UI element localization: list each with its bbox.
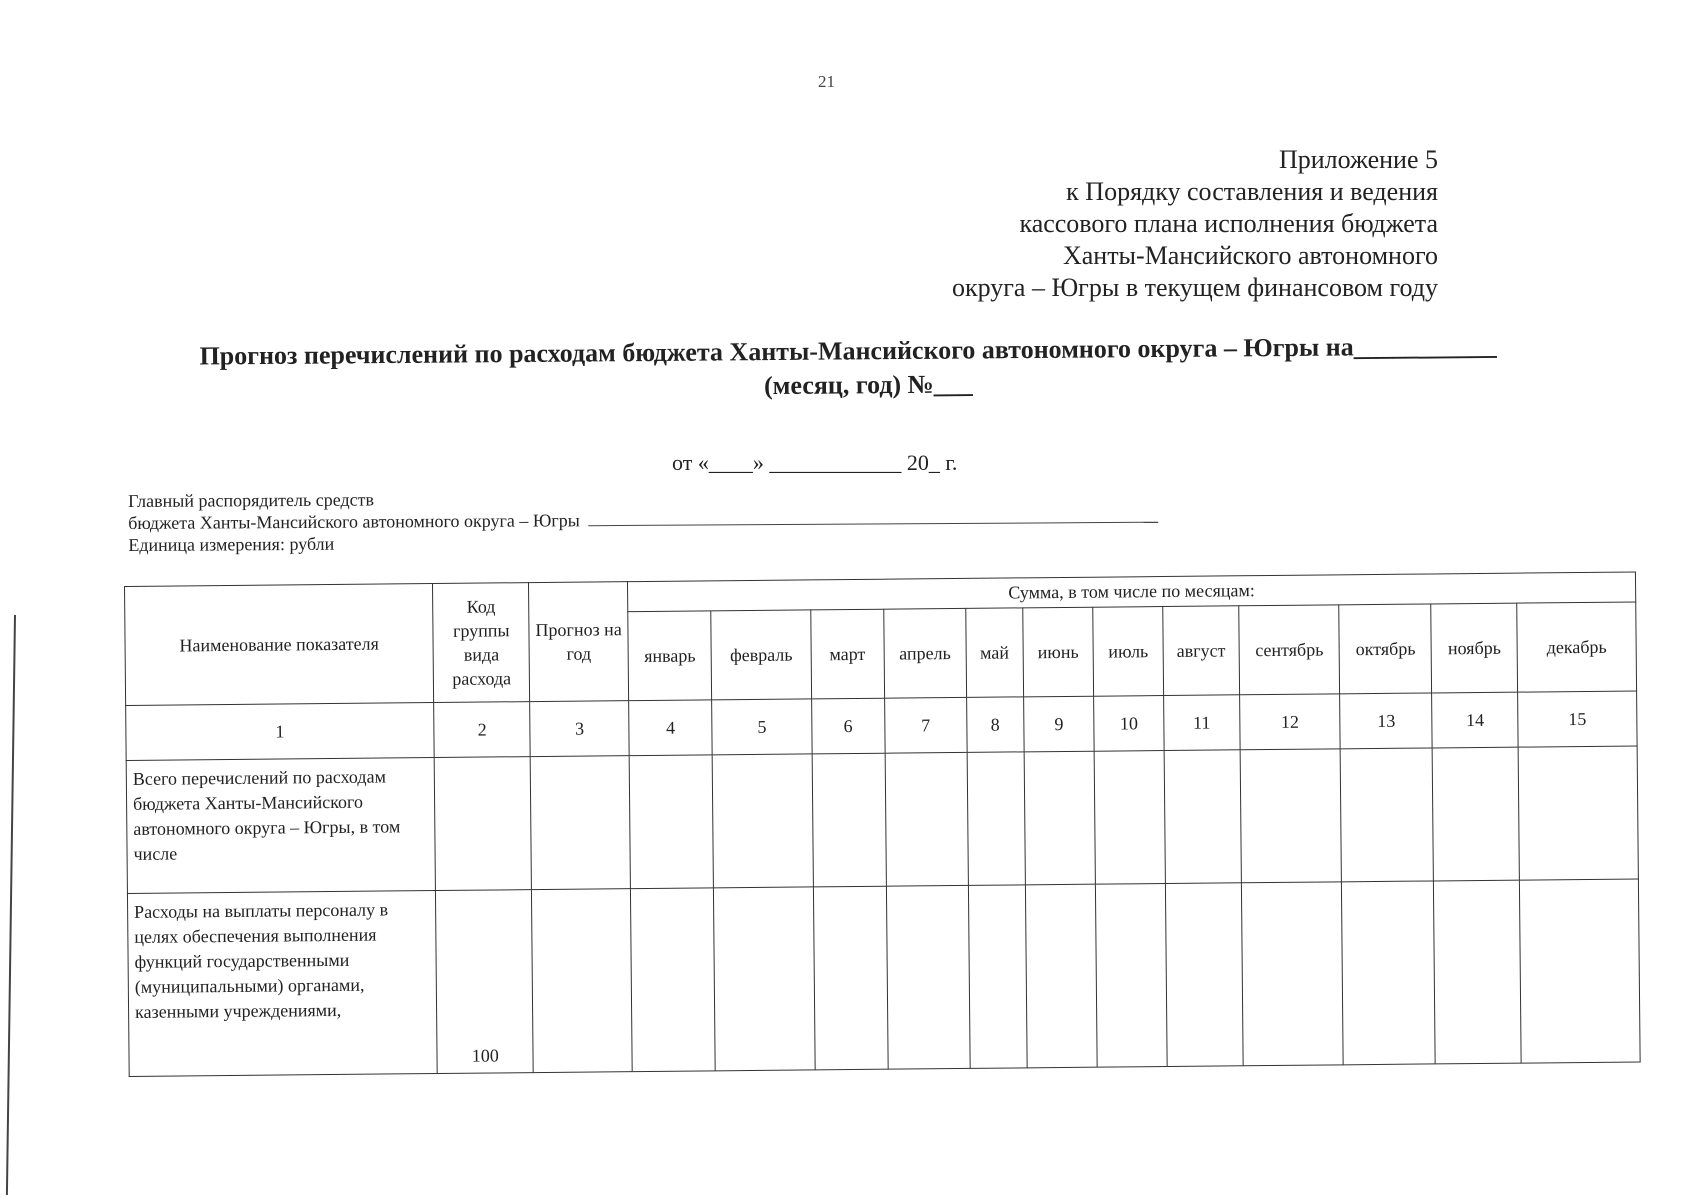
row-code [434, 757, 532, 891]
forecast-table-wrap [124, 571, 1641, 1076]
table-cell [1024, 751, 1096, 885]
column-number: 14 [1432, 692, 1518, 748]
meta-line-3: Единица измерения: рубли [128, 533, 335, 555]
column-number: 11 [1163, 695, 1239, 751]
document-title [138, 329, 1558, 408]
column-number: 10 [1094, 696, 1164, 752]
column-number: 5 [712, 699, 812, 755]
date-line: от «____» ____________ 20_ г. [672, 450, 958, 475]
column-number: 12 [1239, 694, 1340, 750]
header-month: июнь [1022, 607, 1093, 697]
table-cell [967, 752, 1025, 886]
header-month: март [811, 609, 885, 699]
appendix-block [952, 144, 1438, 304]
title-line-2: (месяц, год) №___ [763, 369, 973, 401]
header-sum: Сумма, в том числе по месяцам: [627, 572, 1635, 612]
header-month: сентябрь [1239, 605, 1340, 695]
table-cell [1096, 884, 1167, 1068]
table-cell [1341, 748, 1434, 882]
header-month: октябрь [1339, 604, 1432, 694]
column-number: 4 [629, 700, 713, 756]
scan-edge-line [6, 615, 16, 1195]
table-cell [1518, 746, 1638, 880]
header-month: январь [628, 611, 712, 701]
table-cell [532, 889, 632, 1073]
column-number: 6 [811, 698, 884, 754]
row-code: 100 [436, 890, 534, 1074]
header-month: декабрь [1517, 602, 1637, 692]
page-number: 21 [818, 72, 835, 91]
column-number: 15 [1518, 691, 1637, 747]
table-row [127, 879, 1640, 1076]
column-number: 9 [1023, 696, 1094, 752]
column-number: 1 [126, 703, 435, 761]
meta-blank-line [588, 508, 1158, 526]
appendix-line: Ханты-Мансийского автономного [1062, 241, 1438, 270]
meta-block [128, 484, 1158, 556]
table-cell [1433, 747, 1520, 881]
header-month: апрель [883, 608, 966, 698]
table-cell [1165, 883, 1243, 1067]
table-cell [886, 885, 970, 1069]
table-cell [629, 755, 714, 889]
header-code: Код группы вида расхода [433, 583, 530, 703]
table-cell [1434, 880, 1521, 1064]
header-month: май [966, 608, 1024, 698]
table-cell [1164, 750, 1241, 884]
column-number: 8 [967, 697, 1024, 753]
forecast-table [124, 571, 1641, 1076]
table-cell [885, 752, 969, 886]
table-cell [1519, 879, 1640, 1063]
header-forecast: Прогноз на год [529, 582, 629, 702]
table-cell [1342, 881, 1436, 1065]
table-cell [630, 888, 715, 1072]
table-cell [813, 886, 888, 1070]
header-month: февраль [711, 610, 811, 700]
header-month: август [1163, 606, 1240, 696]
appendix-line: округа – Югры в текущем финансовом году [951, 273, 1438, 302]
column-number: 2 [434, 702, 531, 758]
header-name: Наименование показателя [125, 584, 434, 706]
column-number: 3 [530, 701, 629, 757]
column-number: 7 [884, 697, 967, 753]
table-cell [968, 885, 1026, 1069]
table-cell [714, 887, 815, 1071]
table-cell [713, 754, 814, 888]
table-cell [531, 756, 631, 890]
table-cell [812, 753, 886, 887]
row-name: Расходы на выплаты персоналу в целях обеспечения выполнения функций государственными (муниципальными) органами, казенными учреждениями, [127, 891, 437, 1077]
table-cell [1240, 749, 1342, 883]
row-name: Всего перечислений по расходам бюджета Ханты-Мансийского автономного округа – Югры, в том числе [126, 758, 435, 894]
table-row [126, 746, 1638, 893]
appendix-line: к Порядку составления и ведения [1066, 177, 1438, 206]
table-cell [1025, 884, 1097, 1068]
appendix-line: Приложение 5 [1278, 145, 1438, 174]
column-number: 13 [1340, 693, 1433, 749]
table-cell [1094, 751, 1165, 885]
header-month: ноябрь [1431, 603, 1517, 693]
header-month: июль [1093, 607, 1163, 697]
meta-line-2: бюджета Ханты-Мансийского автономного округа – Югры [128, 510, 580, 533]
table-cell [1241, 882, 1343, 1066]
meta-line-1: Главный распорядитель средств [128, 489, 374, 511]
title-line-1: Прогноз перечислений по расходам бюджета Ханты-Мансийского автономного округа – Югры на___________ [199, 331, 1497, 371]
appendix-line: кассового плана исполнения бюджета [1019, 209, 1438, 238]
